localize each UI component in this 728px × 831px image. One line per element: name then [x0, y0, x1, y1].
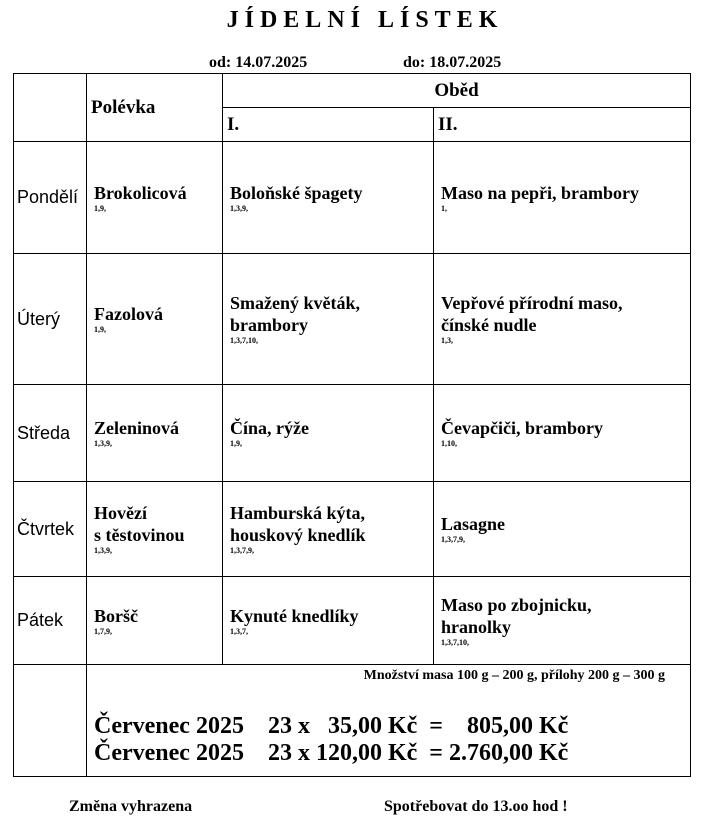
soup-cell	[87, 482, 223, 577]
allergens: 1,3,9,	[94, 546, 112, 555]
allergens: 1,3,9,	[230, 203, 248, 213]
price-lines	[94, 713, 568, 767]
dish-name: Smažený květák, brambory	[230, 293, 360, 335]
main1-cell	[223, 142, 434, 254]
allergens: 1,3,7,	[230, 626, 248, 636]
main1-cell	[223, 385, 434, 482]
allergens: 1,3,7,10,	[230, 336, 258, 345]
dish-name: Kynuté knedlíky	[230, 605, 359, 626]
dish-name: Hovězí s těstovinou	[94, 503, 185, 545]
allergens: 1,10,	[441, 439, 457, 448]
corner-cell	[14, 74, 87, 142]
main1-cell	[223, 254, 434, 385]
allergens: 1,7,9,	[94, 626, 112, 636]
allergens: 1,	[441, 203, 447, 213]
soup-cell	[87, 577, 223, 665]
main2-cell	[434, 482, 691, 577]
day-label: Pondělí	[14, 142, 87, 254]
soup-cell	[87, 385, 223, 482]
footer-empty-cell	[14, 665, 87, 777]
day-row	[14, 482, 691, 577]
menu-table	[13, 73, 691, 777]
allergens: 1,3,	[441, 336, 453, 345]
allergens: 1,3,7,9,	[230, 546, 254, 555]
main2-cell	[434, 254, 691, 385]
dish-name: Čína, rýže	[230, 418, 309, 438]
dish-name: Maso po zbojnicku, hranolky	[441, 594, 592, 637]
dish-name: Hamburská kýta, houskový knedlík	[230, 503, 366, 545]
date-from: od: 14.07.2025	[209, 54, 308, 71]
footer-cell	[87, 665, 691, 777]
dish-name: Maso na pepři, brambory	[441, 182, 639, 203]
allergens: 1,9,	[94, 325, 106, 334]
dish-name: Vepřové přírodní maso, čínské nudle	[441, 293, 623, 335]
day-row	[14, 142, 691, 254]
day-row	[14, 577, 691, 665]
day-row	[14, 254, 691, 385]
menu-title: JÍDELNÍ LÍSTEK	[226, 7, 504, 33]
date-to: do: 18.07.2025	[403, 54, 502, 71]
main1-cell	[223, 482, 434, 577]
soup-cell	[87, 142, 223, 254]
dish-name: Zeleninová	[94, 418, 180, 438]
soup-header: Polévka	[87, 74, 223, 142]
day-row	[14, 385, 691, 482]
change-note: Změna vyhrazena	[69, 798, 193, 815]
course2-header: II.	[434, 108, 691, 142]
soup-cell	[87, 254, 223, 385]
consume-note: Spotřebovat do 13.oo hod !	[384, 798, 568, 815]
allergens: 1,3,9,	[94, 439, 112, 448]
allergens: 1,9,	[230, 439, 242, 448]
day-label: Čtvrtek	[14, 482, 87, 577]
quantity-note: Množství masa 100 g – 200 g, přílohy 200 g – 300 g	[363, 668, 666, 683]
dish-name: Lasagne	[441, 514, 506, 534]
dish-name: Boršč	[94, 605, 138, 626]
price-line: Červenec 2025 23 x 35,00 Kč = 805,00 Kč	[94, 713, 569, 739]
allergens: 1,3,7,9,	[441, 535, 465, 544]
day-label: Středa	[14, 385, 87, 482]
allergens: 1,9,	[94, 203, 106, 213]
day-label: Pátek	[14, 577, 87, 665]
dish-name: Čevapčiči, brambory	[441, 418, 603, 438]
main2-cell	[434, 142, 691, 254]
dish-name: Brokolicová	[94, 182, 187, 203]
dish-name: Boloňské špagety	[230, 182, 363, 203]
footer-row	[14, 665, 691, 777]
price-line: Červenec 2025 23 x 120,00 Kč = 2.760,00 Kč	[94, 740, 569, 766]
allergens: 1,3,7,10,	[441, 637, 469, 647]
course1-header: I.	[223, 108, 434, 142]
main1-cell	[223, 577, 434, 665]
lunch-header: Oběd	[223, 74, 691, 108]
main2-cell	[434, 385, 691, 482]
day-label: Úterý	[14, 254, 87, 385]
main2-cell	[434, 577, 691, 665]
dish-name: Fazolová	[94, 304, 163, 324]
